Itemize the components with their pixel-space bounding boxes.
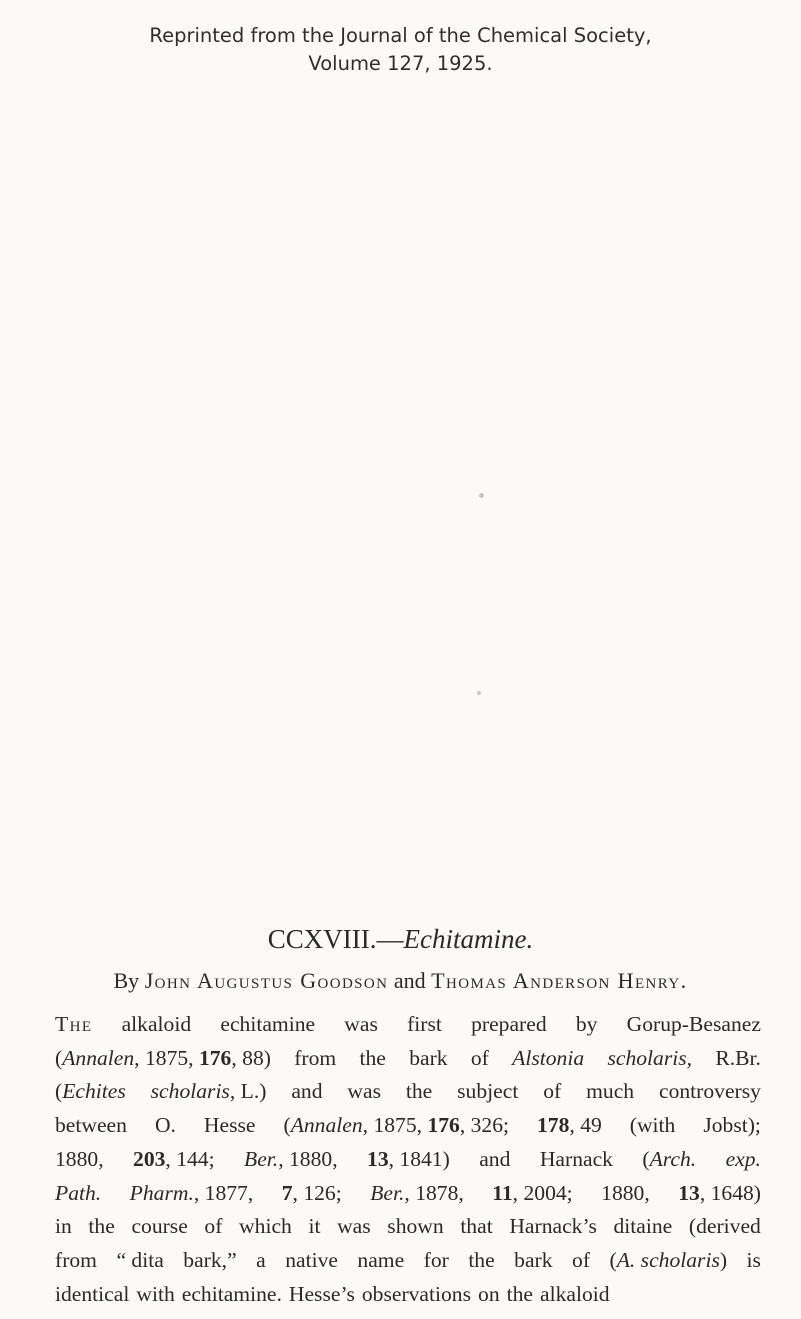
reprint-line-journal: Reprinted from the Journal of the Chemical Society,	[149, 24, 652, 47]
body-line	[55, 1278, 761, 1312]
citation: 7, 126;	[281, 1180, 342, 1205]
word: the	[405, 1079, 433, 1104]
word: ditaine	[613, 1214, 673, 1239]
word: of	[204, 1214, 223, 1239]
word: was	[344, 1012, 378, 1036]
word: a	[256, 1247, 266, 1272]
word: between	[55, 1113, 127, 1138]
citation: 11, 2004;	[492, 1180, 573, 1205]
word: native	[285, 1247, 338, 1272]
word: which	[239, 1214, 292, 1239]
body-line	[55, 1244, 761, 1278]
author-goodson: John Augustus Goodson	[144, 968, 389, 993]
body-line	[55, 1042, 761, 1076]
word: O.	[154, 1113, 176, 1138]
citation: Ber., 1880,	[244, 1146, 338, 1171]
word: name	[357, 1247, 405, 1272]
word: 1880,	[55, 1146, 104, 1171]
word: bark,”	[183, 1247, 237, 1272]
word: of	[572, 1247, 591, 1272]
word: echitamine	[220, 1012, 316, 1036]
article-authors	[0, 966, 801, 996]
reprint-line-volume: Volume 127, 1925.	[308, 52, 493, 75]
word: echitamine.	[181, 1281, 282, 1306]
citation: Ber., 1878,	[370, 1180, 464, 1205]
citation: (Annalen, 1875, 176, 88)	[55, 1045, 271, 1070]
word: “ dita	[116, 1247, 164, 1272]
word: prepared	[471, 1012, 547, 1036]
citation: (Annalen, 1875, 176, 326;	[283, 1113, 510, 1138]
citation: (A. scholaris)	[609, 1247, 728, 1272]
word: controversy	[658, 1079, 761, 1104]
word: the	[359, 1045, 386, 1070]
word: The	[55, 1012, 93, 1036]
word: Harnack	[539, 1146, 613, 1171]
word: in	[55, 1214, 72, 1239]
body-line	[55, 1109, 761, 1143]
word: (with	[629, 1113, 676, 1138]
article-title	[0, 922, 801, 956]
word: first	[407, 1012, 442, 1036]
word: 1880,	[601, 1180, 650, 1205]
word: (derived	[688, 1214, 761, 1239]
body-line	[55, 1008, 761, 1042]
word: much	[586, 1079, 635, 1104]
word: shown	[387, 1214, 444, 1239]
word: the	[506, 1281, 533, 1306]
word: Gorup-Besanez	[626, 1012, 761, 1036]
word: with	[136, 1281, 175, 1306]
word: Jobst);	[703, 1113, 761, 1138]
word: for	[423, 1247, 449, 1272]
article-body	[55, 1008, 761, 1311]
word: R.Br.	[715, 1045, 761, 1070]
word: it	[308, 1214, 321, 1239]
article-number: CCXVIII.—	[267, 924, 404, 954]
word: by	[575, 1012, 598, 1036]
word: scholaris,	[607, 1045, 693, 1070]
word: exp.	[725, 1146, 761, 1171]
authors-by: By	[113, 968, 140, 993]
citation: 178, 49	[537, 1113, 602, 1138]
word: alkaloid	[540, 1281, 610, 1306]
citation: Pharm., 1877,	[129, 1180, 254, 1205]
word: observations	[361, 1281, 472, 1306]
reprint-notice	[0, 22, 801, 78]
word: bark	[514, 1247, 553, 1272]
body-line	[55, 1210, 761, 1244]
word: was	[337, 1214, 371, 1239]
word: alkaloid	[121, 1012, 192, 1036]
word: course	[131, 1214, 188, 1239]
word: Alstonia	[512, 1045, 585, 1070]
word: of	[543, 1079, 562, 1104]
word: was	[347, 1079, 381, 1104]
paper-speck	[477, 691, 481, 695]
citation: (Arch.	[642, 1146, 697, 1171]
word: identical	[55, 1281, 130, 1306]
citation: (Echites	[55, 1079, 126, 1104]
article-subject: Echitamine.	[403, 924, 534, 954]
authors-and: and	[393, 968, 426, 993]
citation: scholaris, L.)	[150, 1079, 267, 1104]
citation: 13, 1648)	[678, 1180, 761, 1205]
word: the	[468, 1247, 495, 1272]
word: bark	[409, 1045, 448, 1070]
word: from	[55, 1247, 97, 1272]
word: subject	[457, 1079, 519, 1104]
word: and	[291, 1079, 323, 1104]
word: Hesse	[203, 1113, 256, 1138]
body-line	[55, 1177, 761, 1211]
word: that	[460, 1214, 493, 1239]
author-henry: Thomas Anderson Henry.	[431, 968, 688, 993]
word: Hesse’s	[288, 1281, 355, 1306]
word: and	[479, 1146, 511, 1171]
citation: 13, 1841)	[367, 1146, 450, 1171]
body-line	[55, 1075, 761, 1109]
word: on	[478, 1281, 500, 1306]
word: Harnack’s	[509, 1214, 597, 1239]
word: the	[88, 1214, 115, 1239]
citation: 203, 144;	[133, 1146, 215, 1171]
word: is	[746, 1247, 761, 1272]
word: of	[470, 1045, 489, 1070]
body-line	[55, 1143, 761, 1177]
paper-speck	[479, 493, 484, 498]
word: Path.	[55, 1180, 102, 1205]
word: from	[294, 1045, 337, 1070]
